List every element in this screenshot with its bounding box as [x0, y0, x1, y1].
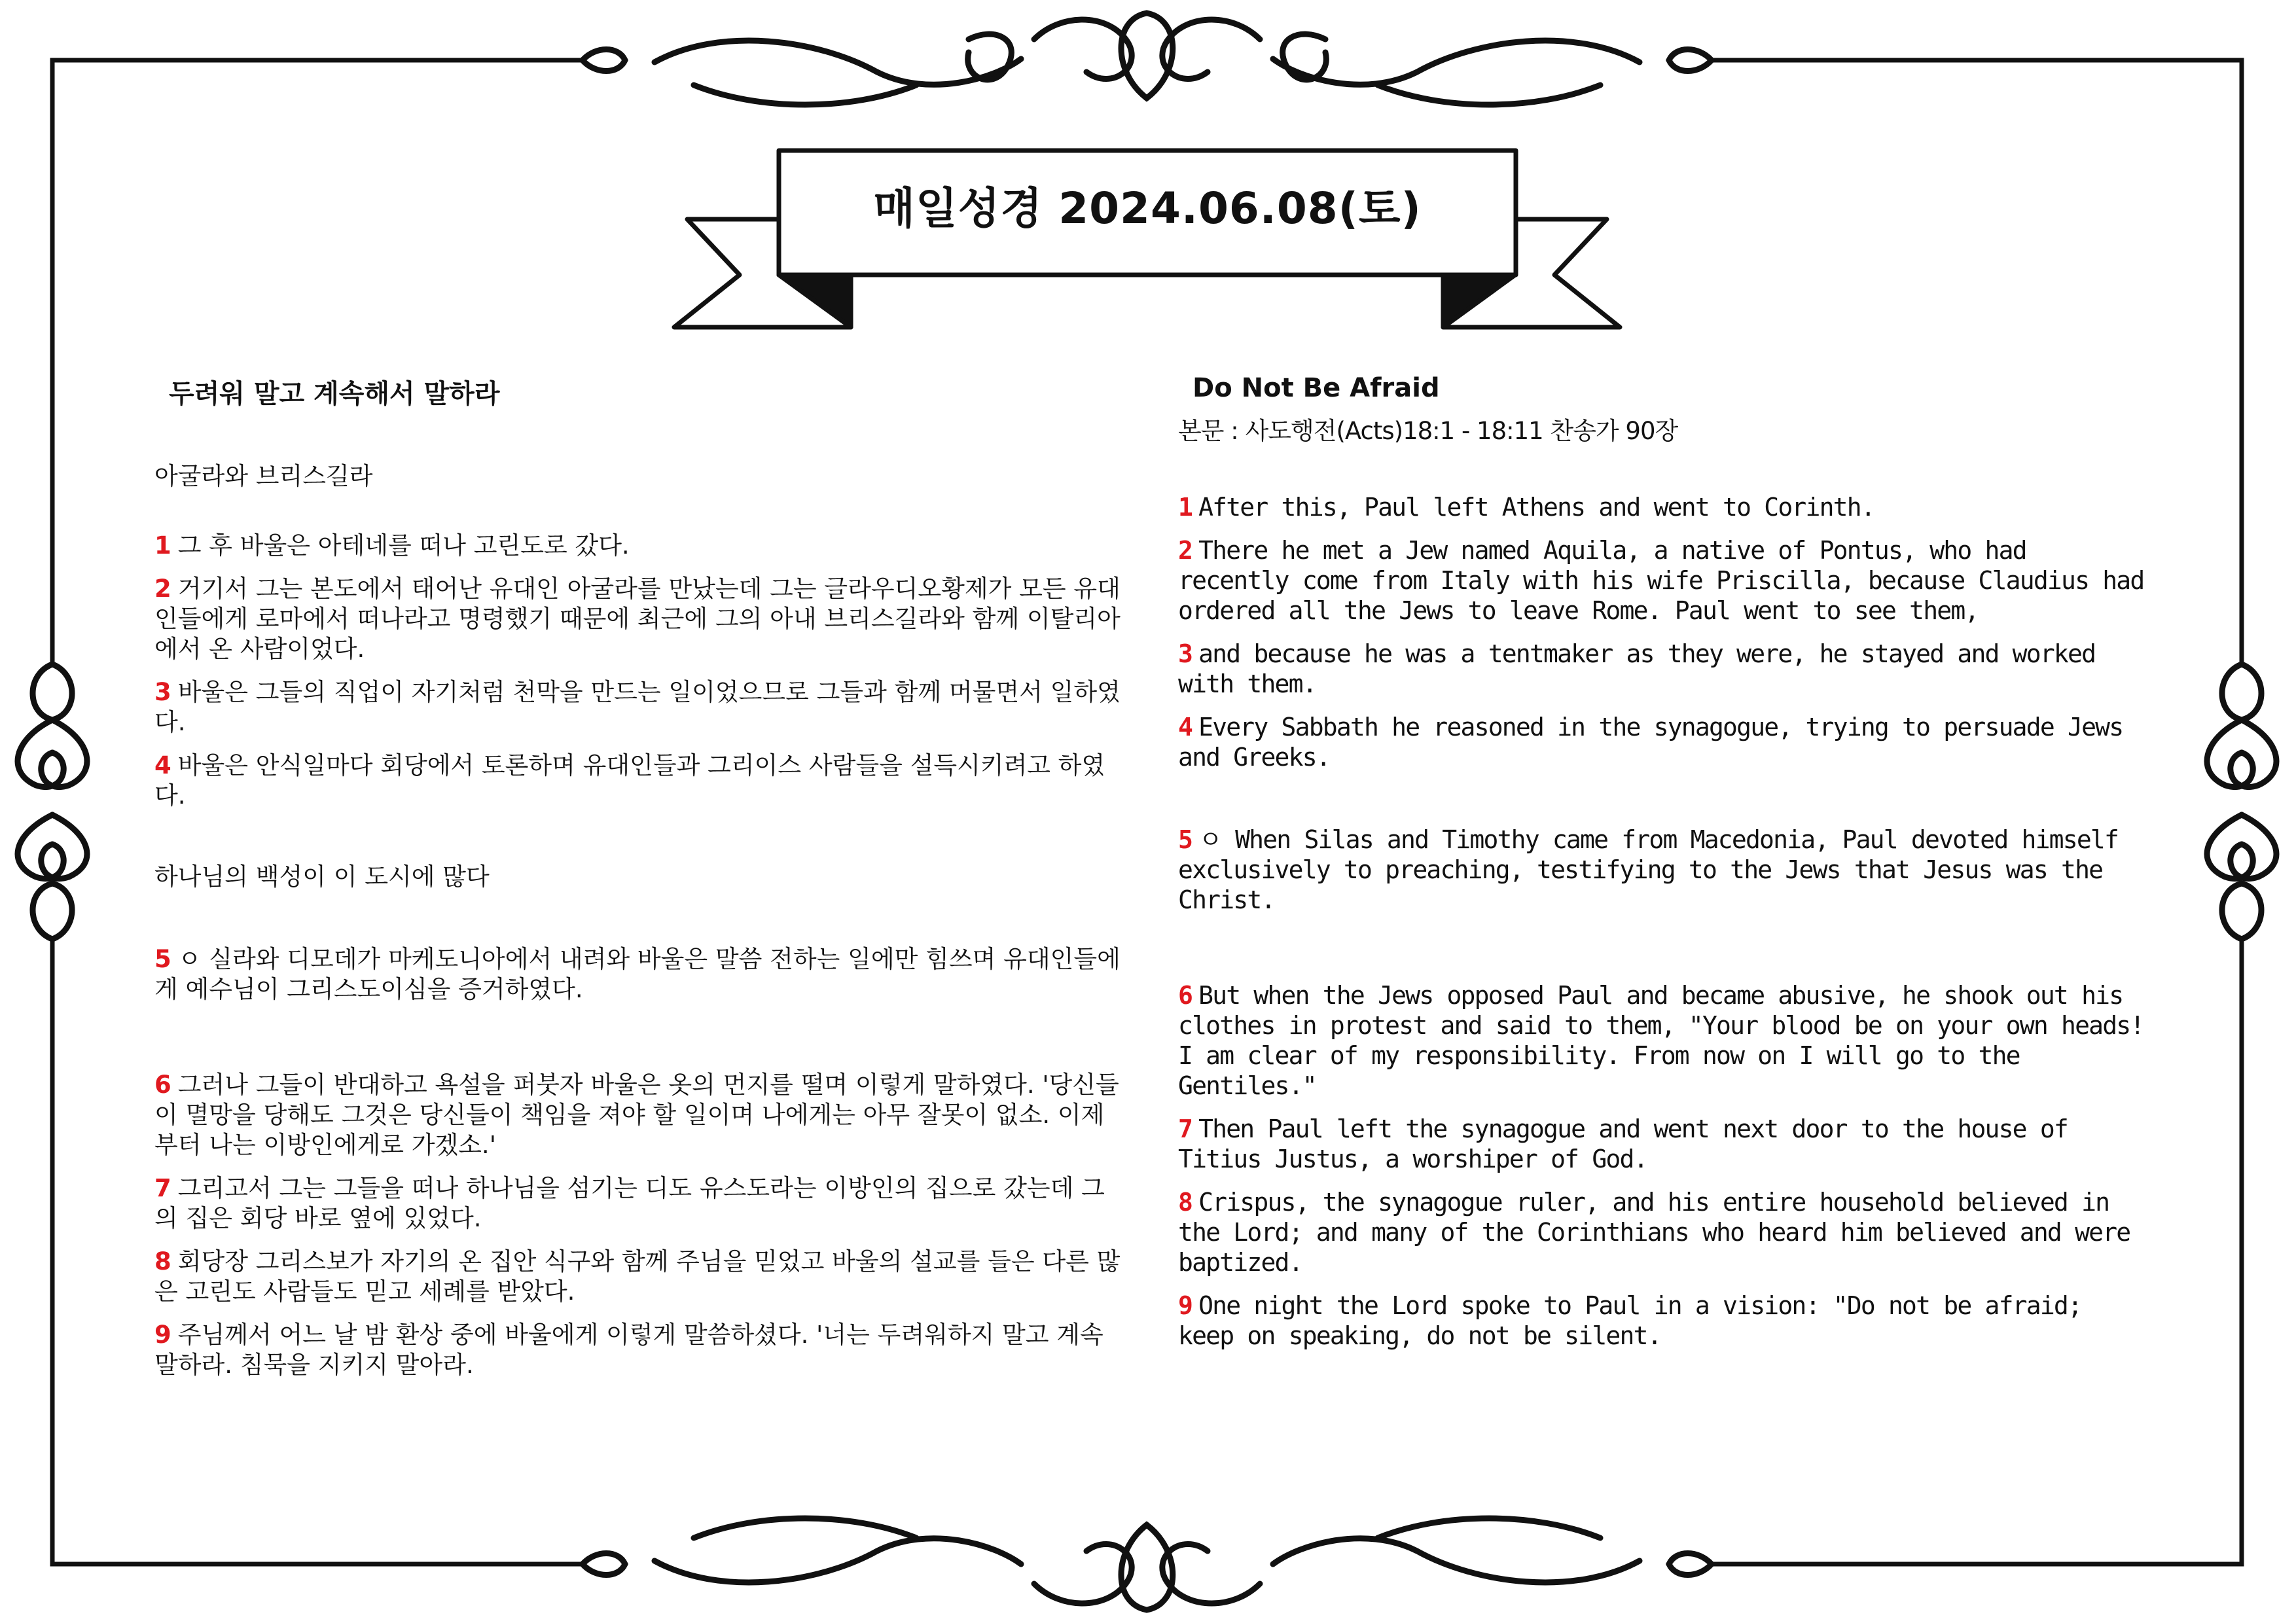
verse-text: After this, Paul left Athens and went to Corinth.	[1198, 493, 1874, 522]
verse-number: 1	[154, 531, 171, 560]
verse-number: 8	[1178, 1188, 1193, 1217]
verse-number: 4	[154, 751, 171, 779]
verse-text: 그리고서 그는 그들을 떠나 하나님을 섬기는 디도 유스도라는 이방인의 집으로 갔는데 그의 집은 회당 바로 옆에 있었다.	[154, 1174, 1105, 1232]
english-title: Do Not Be Afraid	[1193, 373, 1440, 403]
left-flourish	[18, 664, 87, 939]
verse	[154, 677, 1123, 738]
verse	[154, 574, 1123, 664]
verse-text: 회당장 그리스보가 자기의 온 집안 식구와 함께 주님을 믿었고 바울의 설교를 들은 다른 많은 고린도 사람들도 믿고 세례를 받았다.	[154, 1247, 1121, 1306]
verse-text: 그러나 그들이 반대하고 욕설을 퍼붓자 바울은 옷의 먼지를 떨며 이렇게 말하였다. '당신들이 멸망을 당해도 그것은 당신들이 책임을 져야 할 일이며 나에게는 아무 잘못이 없소. 이제부터 나는 이방인에게로 가겠소.'	[154, 1071, 1119, 1159]
verse	[154, 1070, 1123, 1160]
verse-text: 거기서 그는 본도에서 태어난 유대인 아굴라를 만났는데 그는 글라우디오황제가 모든 유대인들에게 로마에서 떠나라고 명령했기 때문에 최근에 그의 아내 브리스길라와 함께 이탈리아에서 온 사람이었다.	[154, 575, 1121, 663]
verse-number: 6	[154, 1071, 171, 1099]
verse-text: and because he was a tentmaker as they were, he stayed and worked with them.	[1178, 639, 2096, 698]
page-title: 매일성경 2024.06.08(토)	[873, 183, 1422, 234]
verse-text: Every Sabbath he reasoned in the synagogue, trying to persuade Jews and Greeks.	[1178, 713, 2123, 772]
verse-number: 7	[154, 1174, 171, 1202]
verse	[1178, 1291, 2147, 1351]
verse-number: 9	[154, 1321, 171, 1349]
korean-section-2	[154, 944, 1123, 1380]
verse-number: 3	[1178, 639, 1193, 668]
verse-number: 7	[1178, 1115, 1193, 1143]
verse	[1178, 1187, 2147, 1277]
verse	[154, 944, 1123, 1005]
verse	[1178, 535, 2147, 626]
verse	[1178, 825, 2147, 915]
verse-text: 바울은 안식일마다 회당에서 토론하며 유대인들과 그리이스 사람들을 설득시키려고 하였다.	[154, 751, 1105, 810]
verse-text: Crispus, the synagogue ruler, and his entire household believed in the Lord; and many of the Corinthians who heard him believed and were baptized.	[1178, 1188, 2130, 1277]
verse-number: 3	[154, 678, 171, 706]
verse-text: Then Paul left the synagogue and went next door to the house of Titius Justus, a worshiper of God.	[1178, 1115, 2068, 1173]
verse-number: 1	[1178, 493, 1193, 522]
verse-number: 2	[1178, 536, 1193, 565]
verse-number: 8	[154, 1247, 171, 1275]
verse-text: ㅇ 실라와 디모데가 마케도니아에서 내려와 바울은 말씀 전하는 일에만 힘쓰며 유대인들에게 예수님이 그리스도이심을 증거하였다.	[154, 945, 1121, 1003]
verse-text: 주님께서 어느 날 밤 환상 중에 바울에게 이렇게 말씀하셨다. '너는 두려워하지 말고 계속 말하라. 침묵을 지키지 말아라.	[154, 1321, 1103, 1379]
verse-text: But when the Jews opposed Paul and became abusive, he shook out his clothes in protest and said to them, "Your blood be on your own heads! I am clear of my responsibility. From now on I will go to the Gentiles."	[1178, 981, 2144, 1100]
verse	[1178, 980, 2147, 1101]
verse-text: 그 후 바울은 아테네를 떠나 고린도로 갔다.	[177, 531, 630, 560]
verse-number: 4	[1178, 713, 1193, 741]
korean-title: 두려워 말고 계속해서 말하라	[169, 379, 500, 409]
scripture-reference: 본문 : 사도행전(Acts)18:1 - 18:11 찬송가 90장	[1178, 417, 1678, 445]
verse	[1178, 712, 2147, 772]
right-flourish	[2207, 664, 2276, 939]
verse-number: 5	[154, 945, 171, 973]
english-verses	[1178, 492, 2147, 1351]
bottom-flourish	[583, 1518, 1712, 1610]
verse-number: 5	[1178, 825, 1193, 854]
verse	[154, 531, 1123, 561]
verse-number: 9	[1178, 1291, 1193, 1320]
verse-text: One night the Lord spoke to Paul in a vision: "Do not be afraid; keep on speaking, do not be silent.	[1178, 1291, 2082, 1350]
verse	[154, 751, 1123, 811]
korean-subheading-2: 하나님의 백성이 이 도시에 많다	[154, 863, 490, 891]
verse-text: There he met a Jew named Aquila, a native of Pontus, who had recently come from Italy with his wife Priscilla, because Claudius had ordered all the Jews to leave Rome. Paul went to see them,	[1178, 536, 2144, 625]
korean-section-1	[154, 531, 1123, 811]
verse	[154, 1173, 1123, 1234]
verse	[154, 1247, 1123, 1307]
verse-number: 2	[154, 575, 171, 603]
verse	[1178, 1114, 2147, 1174]
top-flourish	[583, 13, 1712, 105]
verse	[154, 1320, 1123, 1380]
verse-number: 6	[1178, 981, 1193, 1010]
verse-text: ㅇ When Silas and Timothy came from Macedonia, Paul devoted himself exclusively to preaching, testifying to the Jews that Jesus was the Christ.	[1178, 825, 2119, 914]
english-column	[1178, 373, 2147, 1364]
korean-subheading-1: 아굴라와 브리스길라	[154, 462, 373, 490]
verse	[1178, 492, 2147, 522]
korean-column	[154, 373, 1123, 1393]
verse-text: 바울은 그들의 직업이 자기처럼 천막을 만드는 일이었으므로 그들과 함께 머물면서 일하였다.	[154, 678, 1121, 736]
verse	[1178, 639, 2147, 699]
